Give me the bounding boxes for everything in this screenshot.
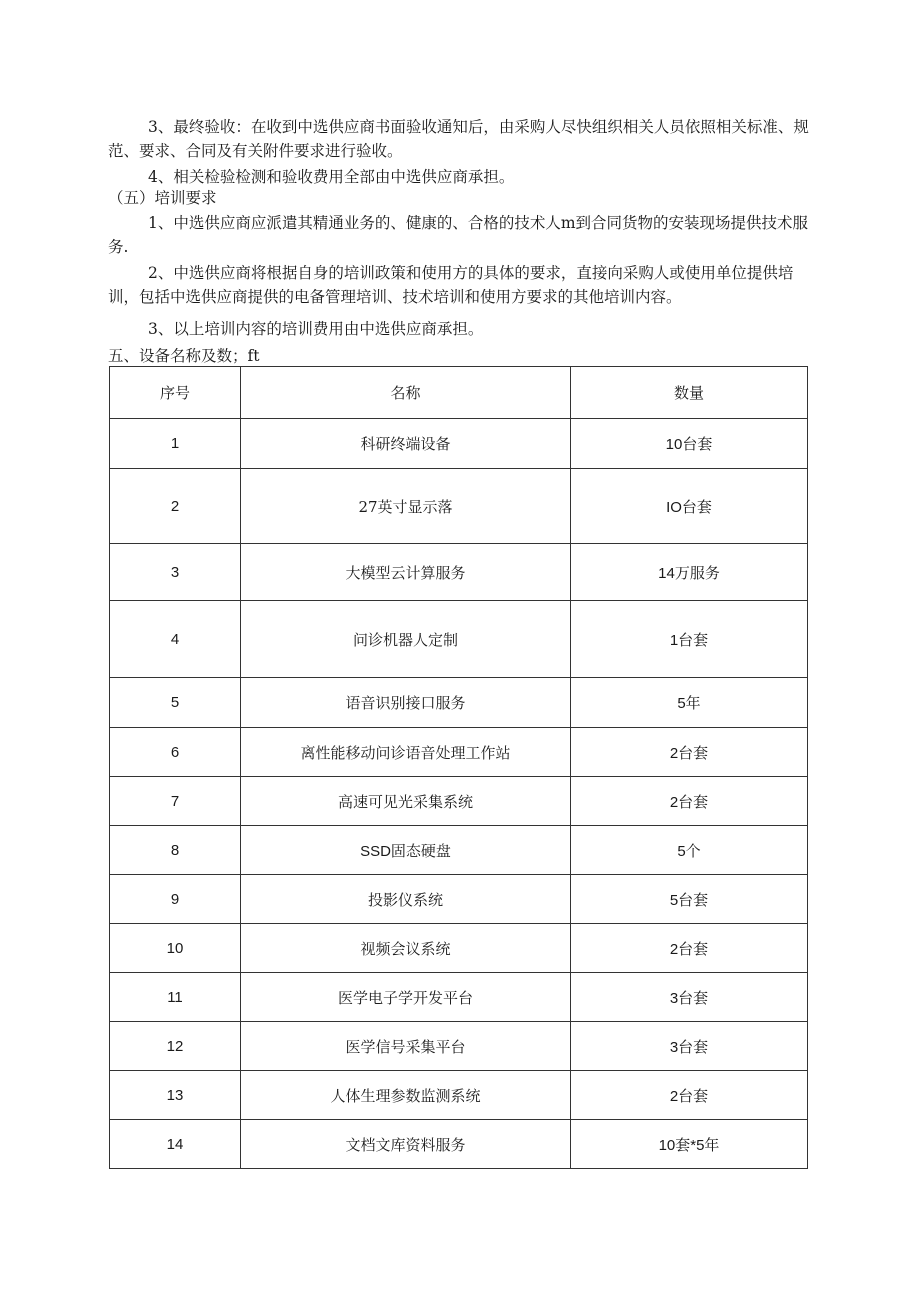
table-row bbox=[110, 973, 808, 1022]
row-no: 9 bbox=[110, 875, 241, 924]
row-name: 投影仪系统 bbox=[241, 875, 571, 924]
table-row bbox=[110, 1071, 808, 1120]
row-name: 医学电子学开发平台 bbox=[241, 973, 571, 1022]
table-header-row bbox=[110, 367, 808, 419]
row-no: 10 bbox=[110, 924, 241, 973]
row-qty: 14万服务 bbox=[571, 544, 808, 601]
training-item-2: 2、中选供应商将根据自身的培训政策和使用方的具体的要求，直接向采购人或使用单位提供培训，包括中选供应商提供的电备管理培训、技术培训和使用方要求的其他培训内容。 bbox=[108, 264, 794, 306]
row-qty: 2台套 bbox=[571, 1071, 808, 1120]
row-qty: 5年 bbox=[571, 678, 808, 728]
row-name: 问诊机器人定制 bbox=[241, 601, 571, 678]
row-no: 8 bbox=[110, 826, 241, 875]
paragraph-inspection-fees: 4、相关检验检测和验收费用全部由中选供应商承担。 bbox=[148, 168, 515, 186]
table-row bbox=[110, 678, 808, 728]
row-name: 高速可见光采集系统 bbox=[241, 777, 571, 826]
row-name: 大模型云计算服务 bbox=[241, 544, 571, 601]
row-qty: 2台套 bbox=[571, 777, 808, 826]
row-no: 7 bbox=[110, 777, 241, 826]
row-no: 1 bbox=[110, 419, 241, 469]
row-no: 6 bbox=[110, 728, 241, 777]
row-no: 11 bbox=[110, 973, 241, 1022]
row-name: 视频会议系统 bbox=[241, 924, 571, 973]
row-name: SSD固态硬盘 bbox=[241, 826, 571, 875]
row-name: 科研终端设备 bbox=[241, 419, 571, 469]
row-no: 3 bbox=[110, 544, 241, 601]
table-row bbox=[110, 1120, 808, 1169]
table-row bbox=[110, 924, 808, 973]
table-row bbox=[110, 1022, 808, 1071]
table-row bbox=[110, 419, 808, 469]
row-name: 27英寸显示落 bbox=[241, 469, 571, 544]
row-no: 14 bbox=[110, 1120, 241, 1169]
row-qty: 2台套 bbox=[571, 728, 808, 777]
row-qty: 3台套 bbox=[571, 1022, 808, 1071]
row-name: 离性能移动问诊语音处理工作站 bbox=[241, 728, 571, 777]
row-no: 12 bbox=[110, 1022, 241, 1071]
table-row bbox=[110, 875, 808, 924]
row-qty: 3台套 bbox=[571, 973, 808, 1022]
row-no: 13 bbox=[110, 1071, 241, 1120]
row-name: 医学信号采集平台 bbox=[241, 1022, 571, 1071]
equipment-table bbox=[109, 366, 808, 1169]
training-item-3: 3、以上培训内容的培训费用由中选供应商承担。 bbox=[148, 320, 484, 338]
table-row bbox=[110, 544, 808, 601]
training-item-1: 1、中选供应商应派遣其精通业务的、健康的、合格的技术人m到合同货物的安装现场提供技术服务. bbox=[108, 214, 809, 256]
table-row bbox=[110, 728, 808, 777]
row-qty: 5个 bbox=[571, 826, 808, 875]
paragraph-final-acceptance: 3、最终验收：在收到中选供应商书面验收通知后，由采购人尽快组织相关人员依照相关标准、规范、要求、合同及有关附件要求进行验收。 bbox=[108, 118, 809, 160]
header-no: 序号 bbox=[110, 367, 241, 419]
row-qty: 10台套 bbox=[571, 419, 808, 469]
row-qty: 2台套 bbox=[571, 924, 808, 973]
row-name: 语音识别接口服务 bbox=[241, 678, 571, 728]
row-qty: 10套*5年 bbox=[571, 1120, 808, 1169]
table-row bbox=[110, 777, 808, 826]
row-no: 2 bbox=[110, 469, 241, 544]
row-qty: 5台套 bbox=[571, 875, 808, 924]
header-qty: 数量 bbox=[571, 367, 808, 419]
row-name: 人体生理参数监测系统 bbox=[241, 1071, 571, 1120]
row-qty: IO台套 bbox=[571, 469, 808, 544]
header-name: 名称 bbox=[241, 367, 571, 419]
table-row bbox=[110, 601, 808, 678]
training-heading: （五）培训要求 bbox=[108, 189, 217, 207]
table-row bbox=[110, 826, 808, 875]
section-title: 五、设备名称及数；ft bbox=[108, 347, 260, 365]
row-qty: 1台套 bbox=[571, 601, 808, 678]
row-no: 4 bbox=[110, 601, 241, 678]
row-no: 5 bbox=[110, 678, 241, 728]
table-row bbox=[110, 469, 808, 544]
row-name: 文档文库资料服务 bbox=[241, 1120, 571, 1169]
